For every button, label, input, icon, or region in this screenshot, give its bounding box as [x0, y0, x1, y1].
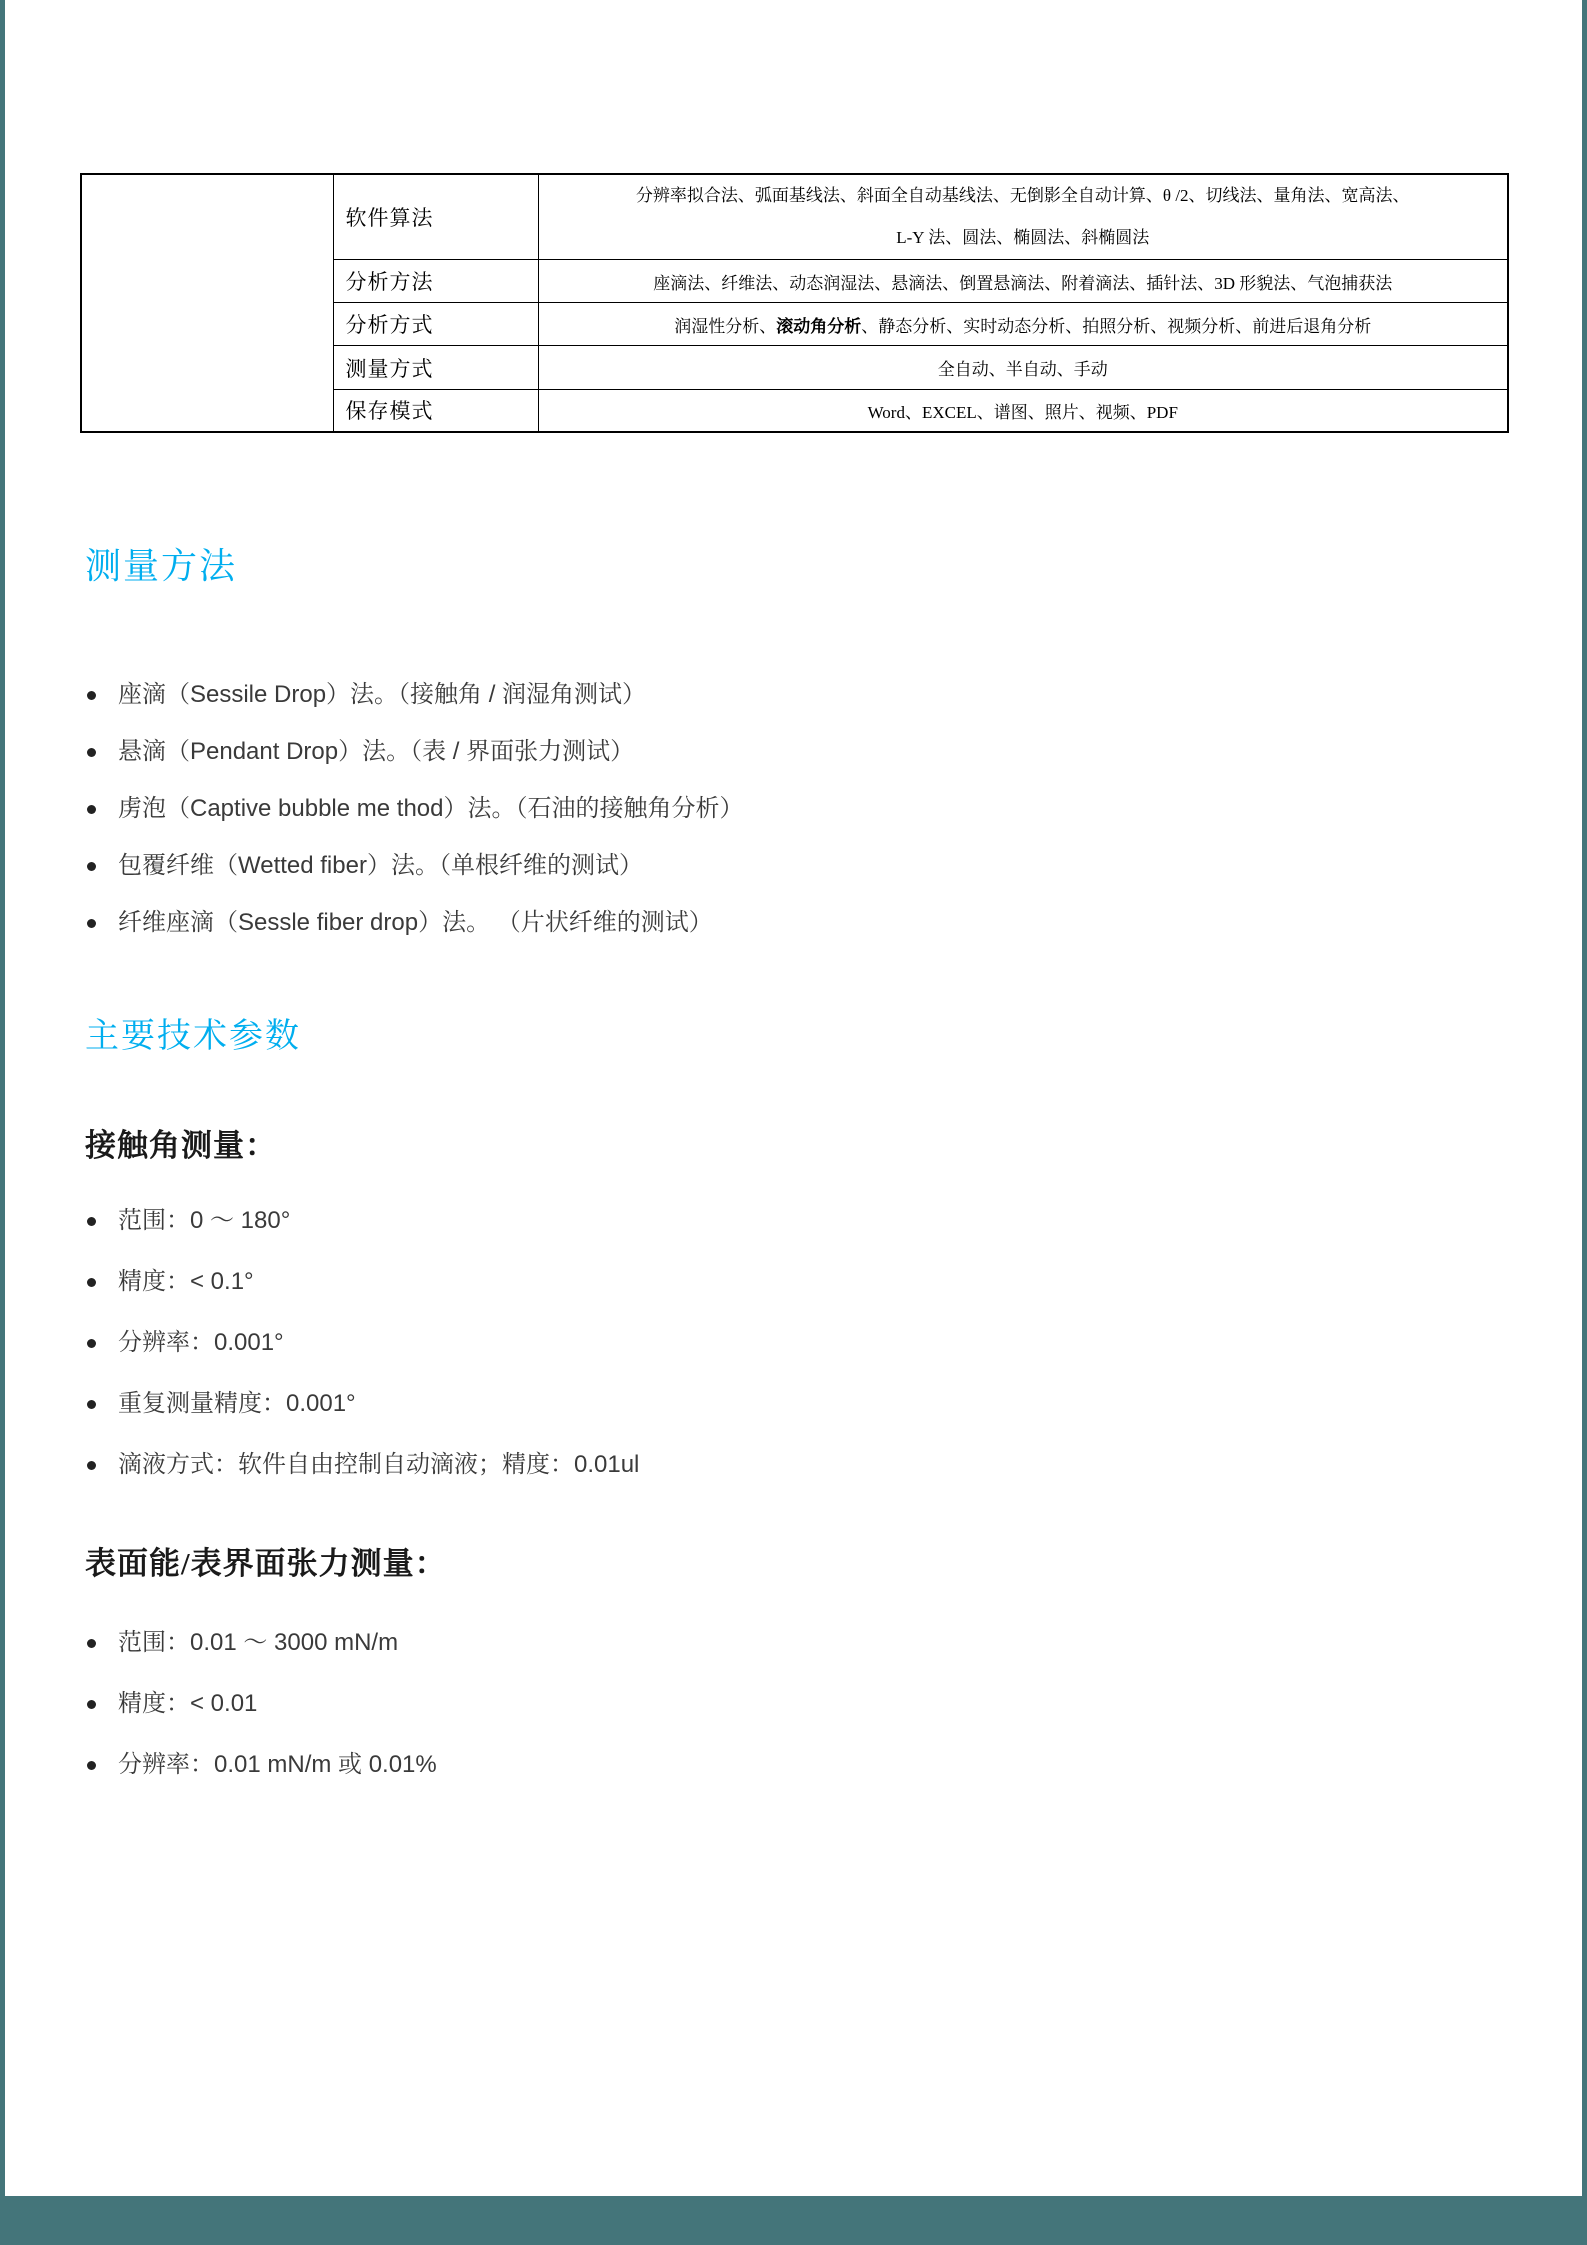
- row-content: [538, 303, 1508, 346]
- table-row: [81, 174, 1508, 260]
- row-content-pre: 润湿性分析、: [674, 316, 777, 336]
- list-item: 分辨率：0.01 mN/m 或 0.01%: [85, 1750, 437, 1779]
- subsection-title-contact-angle: 接触角测量：: [85, 1128, 277, 1163]
- list-item: 范围：0.01 ～ 3000 mN/m: [85, 1628, 437, 1657]
- row-content-bold: 滚动角分析: [776, 316, 862, 336]
- page-footer-band: [0, 2196, 1587, 2245]
- page-border-right: [1582, 0, 1587, 2245]
- section-title-technical-parameters: 主要技术参数: [85, 1018, 301, 1055]
- list-item: 范围：0 ～ 180°: [85, 1206, 639, 1235]
- section-title-measurement-methods: 测量方法: [85, 546, 238, 586]
- list-item: 分辨率：0.001°: [85, 1328, 639, 1357]
- row-label: 分析方法: [333, 260, 538, 303]
- row-content: [538, 174, 1508, 260]
- list-item: 虏泡（Captive bubble me thod）法。（石油的接触角分析）: [85, 794, 744, 823]
- list-item: 包覆纤维（Wetted fiber）法。（单根纤维的测试）: [85, 851, 744, 880]
- spec-table: [80, 173, 1509, 433]
- measurement-methods-list: [85, 680, 744, 965]
- contact-angle-spec-list: [85, 1206, 639, 1511]
- subsection-title-surface-tension: 表面能/表界面张力测量：: [85, 1546, 447, 1581]
- row-label: 保存模式: [333, 390, 538, 432]
- list-item: 精度：< 0.1°: [85, 1267, 639, 1296]
- row-content-line2: L-Y 法、圆法、椭圆法、斜椭圆法: [896, 228, 1150, 247]
- row-content: Word、EXCEL、谱图、照片、视频、PDF: [538, 390, 1508, 432]
- row-label: 测量方式: [333, 346, 538, 390]
- page-border-left: [0, 0, 5, 2245]
- surface-tension-spec-list: [85, 1628, 437, 1811]
- row-label: 软件算法: [333, 174, 538, 260]
- row-content: 座滴法、纤维法、动态润湿法、悬滴法、倒置悬滴法、附着滴法、插针法、3D 形貌法、气泡捕获法: [538, 260, 1508, 303]
- spec-table-empty-cell: [81, 174, 333, 432]
- list-item: 纤维座滴（Sessle fiber drop）法。 （片状纤维的测试）: [85, 908, 744, 937]
- list-item: 悬滴（Pendant Drop）法。（表 / 界面张力测试）: [85, 737, 744, 766]
- row-content: 全自动、半自动、手动: [538, 346, 1508, 390]
- list-item: 重复测量精度：0.001°: [85, 1389, 639, 1418]
- row-content-line1: 分辨率拟合法、弧面基线法、斜面全自动基线法、无倒影全自动计算、θ /2、切线法、量角法、宽高法、: [635, 186, 1410, 205]
- row-label: 分析方式: [333, 303, 538, 346]
- list-item: 滴液方式：软件自由控制自动滴液；精度：0.01ul: [85, 1450, 639, 1479]
- list-item: 座滴（Sessile Drop）法。（接触角 / 润湿角测试）: [85, 680, 744, 709]
- row-content-post: 、静态分析、实时动态分析、拍照分析、视频分析、前进后退角分析: [861, 316, 1372, 336]
- list-item: 精度：< 0.01: [85, 1689, 437, 1718]
